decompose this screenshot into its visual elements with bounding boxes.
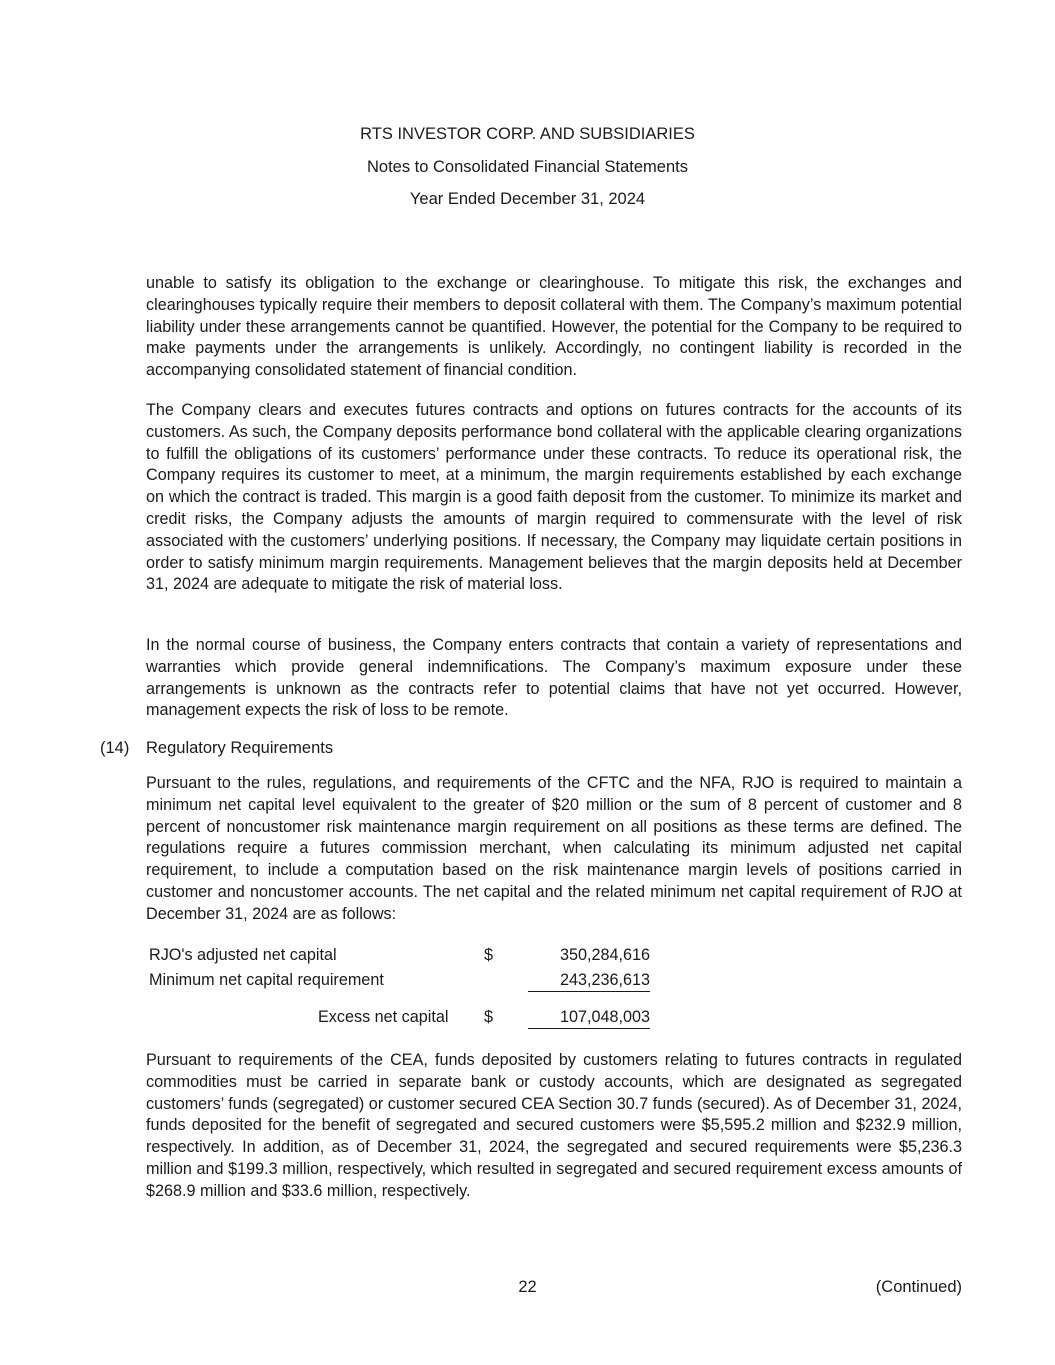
table-row-amount: 350,284,616 [559,946,650,964]
reporting-period: Year Ended December 31, 2024 [409,190,646,208]
section-title: Regulatory Requirements [146,739,334,757]
section-number: (14) [100,739,130,757]
table-row-label: Minimum net capital requirement [149,971,384,989]
company-name: RTS INVESTOR CORP. AND SUBSIDIARIES [360,125,695,143]
table-total-label: Excess net capital [318,1008,449,1026]
table-total-amount: 107,048,003 [528,1008,650,1029]
currency-symbol: $ [484,1008,494,1026]
continued-label: (Continued) [875,1278,962,1296]
paragraph-segregated-funds: Pursuant to requirements of the CEA, funds deposited by customers relating to futures contracts in regulated commodities must be carried in separate bank or custody accounts, which are designated as segregated customers’ funds (segregated) or customer secured CEA Section 30.7 funds (secured). As of December 31, 2024, funds deposited for the benefit of segregated and secured customers were $5,595.2 million and $232.9 million, respectively. In addition, as of December 31, 2024, the segregated and secured requirements were $5,236.3 million and $199.3 million, respectively, which resulted in segregated and secured requirement excess amounts of $268.9 million and $33.6 million, respectively. [146,1051,962,1200]
table-row-label: RJO's adjusted net capital [149,946,337,964]
currency-symbol: $ [484,946,494,964]
paragraph-clearinghouse-risk: unable to satisfy its obligation to the exchange or clearinghouse. To mitigate this risk, the exchanges and clearinghouses typically require their members to deposit collateral with them. The Company’s maximum potential liability under these arrangements cannot be quantified. However, the potential for the Company to be required to make payments under the arrangements is unlikely. Accordingly, no contingent liability is recorded in the accompanying consolidated statement of financial condition. [146,274,962,380]
paragraph-regulatory-intro: Pursuant to the rules, regulations, and requirements of the CFTC and the NFA, RJO is required to maintain a minimum net capital level equivalent to the greater of $20 million or the sum of 8 percent of customer and 8 percent of noncustomer risk maintenance margin requirement on all positions as these terms are defined. The regulations require a futures commission merchant, when calculating its minimum adjusted net capital requirement, to include a computation based on the risk maintenance margin levels of positions carried in customer and noncustomer accounts. The net capital and the related minimum net capital requirement of RJO at December 31, 2024 are as follows: [146,774,962,923]
table-row-amount: 243,236,613 [528,971,650,992]
page-number: 22 [518,1278,537,1296]
paragraph-indemnifications: In the normal course of business, the Company enters contracts that contain a variety of representations and warranties which provide general indemnifications. The Company’s maximum exposure under these arrangements is unknown as the contracts refer to potential claims that have not yet occurred. However, management expects the risk of loss to be remote. [146,636,962,720]
document-subtitle: Notes to Consolidated Financial Statements [366,158,688,176]
paragraph-margin-requirements: The Company clears and executes futures contracts and options on futures contracts for the accounts of its customers. As such, the Company deposits performance bond collateral with the applicable clearing organizations to fulfill the obligations of its customers’ performance under these contracts. To reduce its operational risk, the Company requires its customer to meet, at a minimum, the margin requirements established by each exchange on which the contract is traded. This margin is a good faith deposit from the customer. To minimize its market and credit risks, the Company adjusts the amounts of margin required to commensurate with the level of risk associated with the customers’ underlying positions. If necessary, the Company may liquidate certain positions in order to satisfy minimum margin requirements. Management believes that the margin deposits held at December 31, 2024 are adequate to mitigate the risk of material loss. [146,401,962,594]
